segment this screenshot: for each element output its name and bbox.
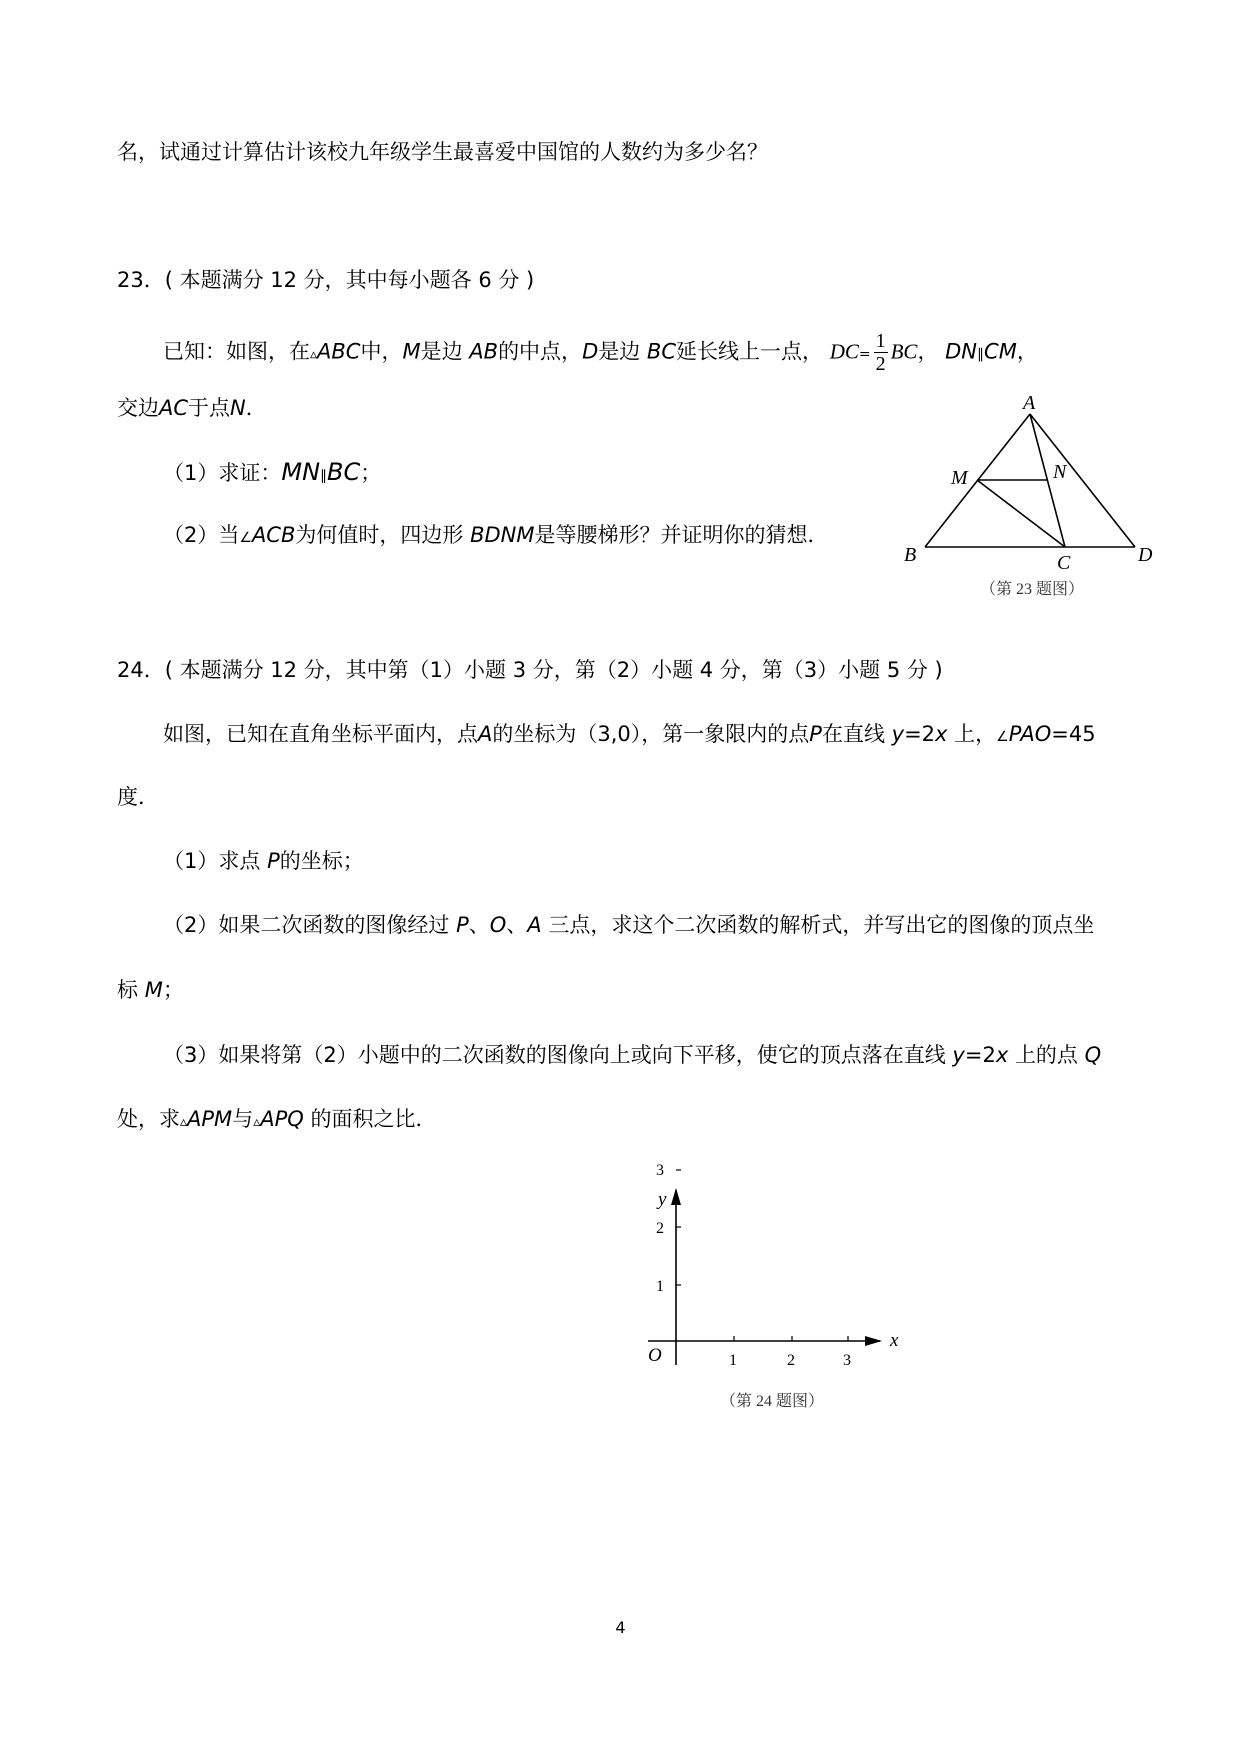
math-m: M — [144, 978, 163, 1002]
math-abc: ABC — [317, 339, 361, 364]
separator: 、 — [468, 913, 490, 937]
given-text: 上， — [954, 722, 997, 746]
fraction-numerator: 1 — [875, 330, 886, 352]
y-axis-label: y — [658, 1189, 667, 1210]
q24-part3 — [163, 1040, 1101, 1070]
math-p: P — [267, 849, 280, 873]
part-label: （1）求证： — [163, 461, 282, 485]
x-axis-label: x — [890, 1330, 899, 1351]
math-eq: =2 — [964, 1043, 996, 1067]
math-bc: BC — [646, 339, 676, 364]
part-text: 与 — [232, 1107, 254, 1131]
given-text: 中， — [360, 339, 403, 364]
q24-given — [163, 719, 1096, 752]
q23-given — [163, 330, 1038, 375]
q24-part3-cont — [117, 1104, 436, 1137]
y-tick-label: 2 — [656, 1220, 664, 1237]
x-axis-arrow — [865, 1336, 882, 1346]
triangle-symbol: ▵ — [180, 1114, 188, 1130]
given-text: 在直线 — [821, 722, 885, 746]
parallel-symbol: ∥ — [977, 346, 985, 363]
math-apq: APQ — [260, 1107, 304, 1131]
q24-heading: 24．( 本题满分 12 分，其中第（1）小题 3 分，第（2）小题 4 分，第（3）小题 5 分 ) — [117, 658, 943, 682]
intro-line: 名，试通过计算估计该校九年级学生最喜爱中国馆的人数约为多少名？ — [117, 140, 768, 164]
q24-figure-content — [648, 1162, 899, 1369]
math-p: P — [456, 913, 469, 937]
math-eq: =2 — [904, 722, 936, 746]
origin-label: O — [648, 1345, 662, 1366]
given-text: ， — [917, 339, 939, 364]
math-bc-2: BC — [890, 339, 918, 364]
label-n: N — [1053, 461, 1067, 483]
segment-mc — [977, 480, 1065, 547]
math-x: x — [995, 1043, 1009, 1067]
part-label: （2）当 — [163, 523, 240, 547]
math-mn: MN — [281, 458, 321, 486]
q23-figure — [895, 392, 1165, 602]
math-m: M — [402, 339, 421, 364]
parallel-symbol: ∥ — [320, 468, 328, 484]
separator: 、 — [506, 913, 528, 937]
part-text: 上的点 — [1014, 1043, 1078, 1067]
given-text: 的坐标为（3,0），第一象限内的点 — [492, 722, 810, 746]
given-text: 如图，已知在直角坐标平面内，点 — [163, 722, 478, 746]
math-ac: AC — [159, 396, 189, 420]
label-c: C — [1057, 552, 1071, 574]
equals-symbol: = — [858, 346, 871, 363]
x-tick-label: 1 — [729, 1352, 737, 1369]
math-y: y — [891, 722, 905, 746]
q24-figure — [640, 1100, 930, 1420]
q23-part2 — [163, 520, 828, 553]
x-tick-label: 2 — [787, 1352, 795, 1369]
q23-part1 — [163, 457, 381, 491]
part-label: （1）求点 — [163, 849, 261, 873]
part-text: 标 — [117, 978, 138, 1002]
q23-heading: 23．( 本题满分 12 分，其中每小题各 6 分 ) — [117, 268, 535, 292]
y-tick-label: 1 — [656, 1278, 664, 1295]
math-pao: PAO — [1008, 722, 1052, 746]
math-dn: DN — [945, 339, 978, 364]
math-a: A — [527, 913, 542, 937]
angle-symbol: ∠ — [996, 729, 1009, 745]
label-a: A — [1023, 392, 1036, 414]
y-tick-label: 3 — [656, 1162, 664, 1179]
q24-part2 — [163, 910, 1094, 940]
given-text: 已知：如图，在 — [163, 339, 310, 364]
part-tail: ； — [360, 461, 382, 485]
part-text: 处，求 — [117, 1107, 180, 1131]
math-x: x — [935, 722, 948, 746]
math-n: N — [230, 396, 246, 420]
page-number: 4 — [615, 1618, 626, 1637]
math-bc: BC — [327, 458, 361, 486]
math-acb: ACB — [251, 523, 296, 547]
math-apm: APM — [187, 1107, 233, 1131]
math-a: A — [478, 722, 493, 746]
math-q: Q — [1084, 1043, 1102, 1067]
q24-given-cont: 度． — [117, 785, 159, 809]
label-b: B — [904, 544, 917, 566]
math-cm: CM — [984, 339, 1017, 364]
math-d: D — [582, 339, 599, 364]
math-dc: DC — [829, 339, 859, 364]
angle-symbol: ∠ — [239, 530, 252, 546]
x-tick-label: 3 — [843, 1352, 851, 1369]
part-tail: 的坐标； — [279, 849, 364, 873]
given-text: =45 — [1051, 722, 1096, 746]
given-text: 于点 — [188, 396, 231, 420]
given-text: ， — [1016, 339, 1038, 364]
figure-caption: （第 23 题图） — [980, 581, 1085, 598]
given-text: 是边 — [420, 339, 463, 364]
math-p: P — [809, 722, 822, 746]
given-text: 的中点， — [498, 339, 583, 364]
part-text: 是等腰梯形？并证明你的猜想． — [534, 523, 829, 547]
part-tail: ； — [162, 978, 184, 1002]
part-text: 三点，求这个二次函数的解析式，并写出它的图像的顶点坐 — [548, 913, 1095, 937]
fraction-denominator: 2 — [875, 353, 886, 375]
triangle-symbol: ▵ — [253, 1114, 261, 1130]
q24-part1 — [163, 846, 364, 876]
q24-part2-cont — [117, 975, 184, 1005]
given-text: ． — [245, 396, 267, 420]
given-text: 延长线上一点， — [676, 339, 823, 364]
triangle-symbol: ▵ — [310, 346, 318, 363]
label-d: D — [1138, 544, 1153, 566]
label-m: M — [951, 467, 968, 489]
q23-given-cont — [117, 393, 267, 423]
part-text: 的面积之比． — [310, 1107, 437, 1131]
y-axis-arrow — [671, 1188, 681, 1205]
part-text: 为何值时，四边形 — [295, 523, 464, 547]
given-text: 交边 — [117, 396, 159, 420]
math-ab: AB — [469, 339, 499, 364]
math-bdnm: BDNM — [470, 523, 535, 547]
math-o: O — [489, 913, 507, 937]
part-label: （3）如果将第（2）小题中的二次函数的图像向上或向下平移，使它的顶点落在直线 — [163, 1043, 946, 1067]
fraction-one-half — [874, 330, 888, 375]
given-text: 是边 — [598, 339, 641, 364]
math-y: y — [952, 1043, 965, 1067]
part-label: （2）如果二次函数的图像经过 — [163, 913, 450, 937]
figure-caption: （第 24 题图） — [720, 1393, 825, 1410]
